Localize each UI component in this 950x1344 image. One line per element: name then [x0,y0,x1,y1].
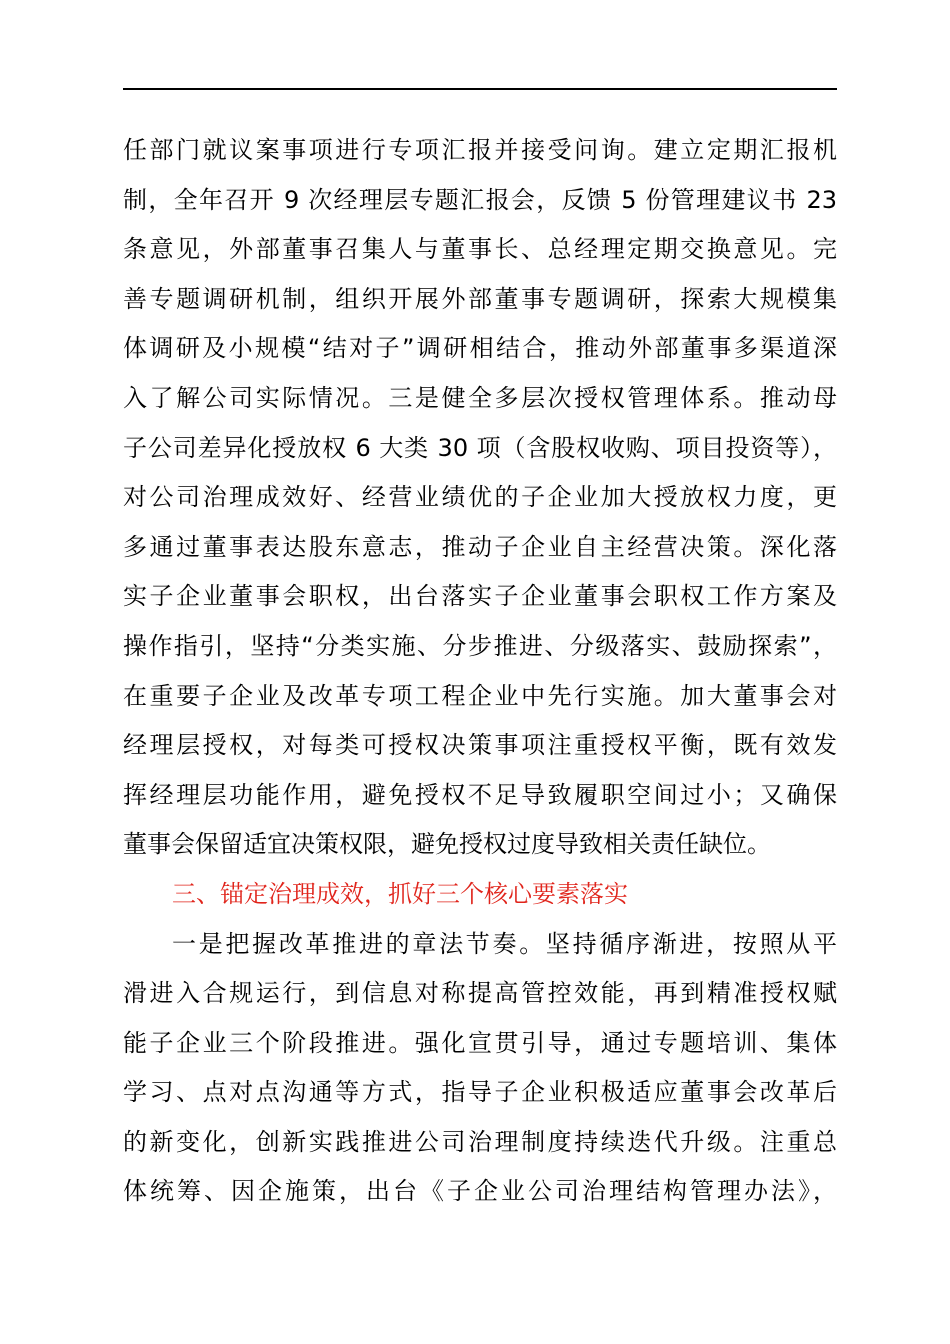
text-line: 操作指引，坚持“分类实施、分步推进、分级落实、鼓励探索”， [123,631,837,660]
text-line: 体调研及小规模“结对子”调研相结合，推动外部董事多渠道深 [123,334,837,363]
header-rule [123,88,837,90]
text-line: 董事会保留适宜决策权限，避免授权过度导致相关责任缺位。 [123,830,771,859]
text-line: 能子企业三个阶段推进。强化宣贯引导，通过专题培训、集体 [123,1028,837,1057]
text-line: 一是把握改革推进的章法节奏。坚持循序渐进，按照从平 [172,929,837,958]
text-line: 入了解公司实际情况。三是健全多层次授权管理体系。推动母 [123,383,837,412]
text-line: 条意见，外部董事召集人与董事长、总经理定期交换意见。完 [123,235,837,264]
section-heading: 三、锚定治理成效，抓好三个核心要素落实 [172,879,628,908]
text-line: 对公司治理成效好、经营业绩优的子企业加大授放权力度，更 [123,483,837,512]
paragraph-2 [123,920,837,1218]
text-line: 经理层授权，对每类可授权决策事项注重授权平衡，既有效发 [123,731,837,760]
text-line: 制，全年召开 9 次经理层专题汇报会，反馈 5 份管理建议书 23 [123,185,837,214]
text-line: 挥经理层功能作用，避免授权不足导致履职空间过小；又确保 [123,780,837,809]
text-line: 任部门就议案事项进行专项汇报并接受问询。建立定期汇报机 [123,136,837,164]
text-line: 在重要子企业及改革专项工程企业中先行实施。加大董事会对 [123,681,837,710]
document-body [123,126,837,1217]
text-line: 多通过董事表达股东意志，推动子企业自主经营决策。深化落 [123,532,837,561]
text-line: 体统筹、因企施策，出台《子企业公司治理结构管理办法》， [123,1177,837,1206]
text-line: 实子企业董事会职权，出台落实子企业董事会职权工作方案及 [123,582,837,611]
text-line: 子公司差异化授放权 6 大类 30 项（含股权收购、项目投资等）， [123,433,837,462]
text-line: 学习、点对点沟通等方式，指导子企业积极适应董事会改革后 [123,1078,837,1107]
paragraph-1 [123,126,837,870]
text-line: 善专题调研机制，组织开展外部董事专题调研，探索大规模集 [123,284,837,313]
text-line: 的新变化，创新实践推进公司治理制度持续迭代升级。注重总 [123,1127,837,1156]
text-line: 滑进入合规运行，到信息对称提高管控效能，再到精准授权赋 [123,979,837,1008]
